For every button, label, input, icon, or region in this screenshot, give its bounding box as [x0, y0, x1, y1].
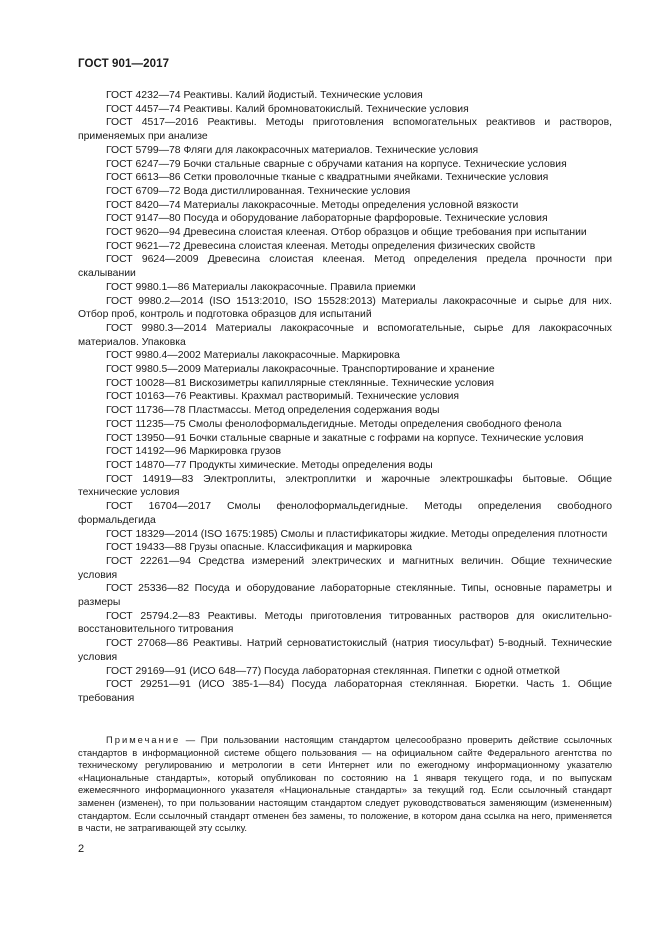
reference-item: ГОСТ 6709—72 Вода дистиллированная. Технические условия — [106, 185, 411, 197]
reference-item: ГОСТ 4232—74 Реактивы. Калий йодистый. Технические условия — [106, 90, 423, 101]
reference-item: ГОСТ 4517—2016 Реактивы. Методы приготовления вспомогательных реактивов и растворов, применяемых при анализе — [78, 117, 612, 143]
reference-item: ГОСТ 29169—91 (ИСО 648—77) Посуда лабораторная стеклянная. Пипетки с одной отметкой — [106, 665, 560, 677]
reference-item: ГОСТ 8420—74 Материалы лакокрасочные. Методы определения условной вязкости — [106, 199, 519, 211]
reference-item: ГОСТ 9980.1—86 Материалы лакокрасочные. Правила приемки — [106, 281, 416, 293]
reference-item: ГОСТ 16704—2017 Смолы фенолоформальдегидные. Методы определения свободного формальдегида — [78, 501, 612, 526]
note-text: — При пользовании настоящим стандартом целесообразно проверить действие ссылочных стандартов в информационной системе общего пользования — на официальном сайте Федерального агентства по техническому регулированию и метрологии в сети Интернет или по ежегодному информационному указателю «Национальные стандарты», который опубликован по состоянию на 1 января текущего года, и по выпускам ежемесячного информационного указателя «Национальные стандарты» за текущий год. Если ссылочный стандарт заменен (изменен), то при пользовании настоящим стандартом следует руководствоваться заменяющим (измененным) стандартом. Если ссылочный стандарт отменен без замены, то положение, в котором дана ссылка на него, применяется в части, не затрагивающей эту ссылку. — [78, 734, 612, 834]
note-label: Примечание — [106, 734, 181, 745]
reference-item: ГОСТ 10163—76 Реактивы. Крахмал растворимый. Технические условия — [106, 391, 460, 403]
reference-item: ГОСТ 9621—72 Древесина слоистая клееная. Методы определения физических свойств — [106, 240, 536, 252]
reference-item: ГОСТ 9624—2009 Древесина слоистая клееная. Метод определения предела прочности при скалывании — [78, 254, 612, 280]
reference-item: ГОСТ 9980.5—2009 Материалы лакокрасочные. Транспортирование и хранение — [106, 364, 495, 376]
reference-item: ГОСТ 9980.2—2014 (ISO 1513:2010, ISO 15528:2013) Материалы лакокрасочные и сырье для них. Отбор проб, контроль и подготовка образцов для испытаний — [78, 295, 612, 321]
reference-item: ГОСТ 9980.4—2002 Материалы лакокрасочные. Маркировка — [106, 350, 400, 362]
reference-item: ГОСТ 11736—78 Пластмассы. Метод определения содержания воды — [106, 405, 440, 417]
reference-item: ГОСТ 5799—78 Фляги для лакокрасочных материалов. Технические условия — [106, 144, 479, 156]
reference-item: ГОСТ 13950—91 Бочки стальные сварные и закатные с гофрами на корпусе. Технические условия — [106, 432, 584, 444]
reference-item: ГОСТ 25336—82 Посуда и оборудование лабораторные стеклянные. Типы, основные параметры и размеры — [78, 583, 612, 609]
reference-item: ГОСТ 9147—80 Посуда и оборудование лабораторные фарфоровые. Технические условия — [106, 213, 548, 225]
reference-item: ГОСТ 6247—79 Бочки стальные сварные с обручами катания на корпусе. Технические условия — [106, 158, 567, 170]
reference-item: ГОСТ 19433—88 Грузы опасные. Классификация и маркировка — [106, 542, 413, 554]
reference-list — [78, 89, 612, 706]
reference-item: ГОСТ 14919—83 Электроплиты, электроплитки и жарочные электрошкафы бытовые. Общие технические условия — [78, 473, 612, 499]
reference-item: ГОСТ 9620—94 Древесина слоистая клееная. Отбор образцов и общие требования при испытании — [106, 227, 587, 239]
reference-item: ГОСТ 9980.3—2014 Материалы лакокрасочные и вспомогательные, сырье для лакокрасочных материалов. Упаковка — [78, 322, 612, 348]
reference-item: ГОСТ 11235—75 Смолы фенолоформальдегидные. Методы определения свободного фенола — [106, 418, 562, 430]
reference-item: ГОСТ 4457—74 Реактивы. Калий бромноватокислый. Технические условия — [106, 103, 469, 115]
reference-item: ГОСТ 6613—86 Сетки проволочные тканые с квадратными ячейками. Технические условия — [106, 172, 549, 184]
reference-item: ГОСТ 14192—96 Маркировка грузов — [106, 446, 282, 458]
reference-item: ГОСТ 14870—77 Продукты химические. Методы определения воды — [106, 459, 433, 471]
reference-item: ГОСТ 10028—81 Вискозиметры капиллярные стеклянные. Технические условия — [106, 377, 495, 389]
document-header: ГОСТ 901—2017 — [78, 58, 170, 70]
page-number: 2 — [78, 843, 85, 855]
reference-item: ГОСТ 25794.2—83 Реактивы. Методы приготовления титрованных растворов для окислительно-восстановительного титрования — [78, 610, 612, 636]
reference-item: ГОСТ 27068—86 Реактивы. Натрий серноватистокислый (натрия тиосульфат) 5-водный. Технические условия — [78, 638, 612, 663]
reference-item: ГОСТ 22261—94 Средства измерений электрических и магнитных величин. Общие технические условия — [78, 555, 612, 581]
reference-item: ГОСТ 18329—2014 (ISO 1675:1985) Смолы и пластификаторы жидкие. Методы определения плотности — [106, 528, 608, 540]
reference-item: ГОСТ 29251—91 (ИСО 385-1—84) Посуда лабораторная стеклянная. Бюретки. Часть 1. Общие требования — [78, 679, 612, 704]
note-paragraph — [78, 734, 612, 835]
